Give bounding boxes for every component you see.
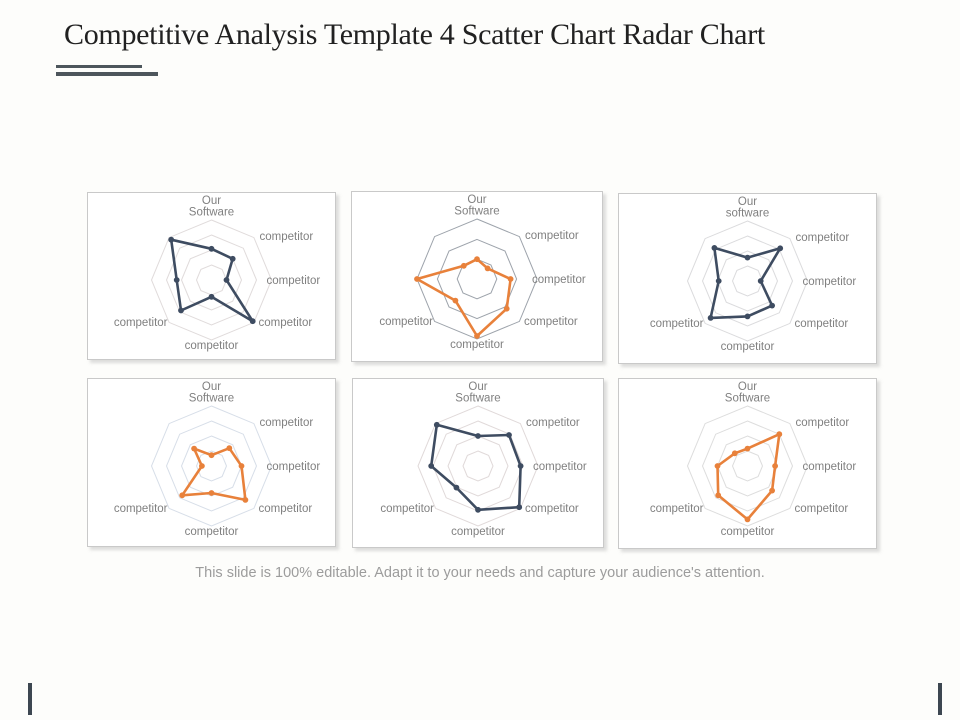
radar-data-point — [745, 255, 751, 261]
radar-axis-label: competitor — [525, 230, 579, 242]
radar-axis-label: competitor — [802, 461, 857, 473]
radar-axis-label: competitor — [525, 503, 579, 515]
radar-axis-label: competitor — [795, 232, 850, 244]
radar-data-point — [250, 318, 256, 324]
radar-data-point — [168, 237, 174, 243]
radar-chart-4-svg — [88, 379, 335, 546]
radar-grid-ring — [182, 436, 242, 496]
radar-chart-5-svg — [353, 379, 603, 547]
radar-axis-label: Our software — [725, 196, 770, 220]
radar-data-point — [745, 517, 751, 523]
radar-data-point — [777, 245, 783, 251]
radar-data-point — [708, 315, 714, 321]
radar-axis-label: competitor — [649, 318, 704, 330]
radar-grid-ring — [197, 265, 227, 295]
radar-axis-label: competitor — [113, 317, 168, 329]
underline-bar-bottom — [56, 72, 158, 76]
radar-data-point — [745, 314, 751, 320]
radar-data-point — [776, 431, 782, 437]
radar-axis-label: competitor — [649, 503, 704, 515]
radar-data-point — [178, 308, 184, 314]
radar-axis-label: Our Software — [454, 194, 500, 218]
radar-axis-label: competitor — [720, 341, 775, 353]
footer-accent-bar-right — [938, 683, 942, 715]
radar-data-point — [772, 463, 778, 469]
radar-axis-label: competitor — [794, 318, 849, 330]
radar-data-point — [716, 278, 722, 284]
radar-axis-label: competitor — [533, 461, 587, 473]
radar-axis-label: Our Software — [724, 381, 771, 405]
radar-data-point — [506, 432, 512, 438]
radar-chart-2 — [351, 191, 603, 362]
radar-axis-label: competitor — [380, 503, 434, 515]
underline-bar-top — [56, 65, 142, 68]
radar-chart-2-svg — [352, 192, 602, 361]
radar-chart-3 — [618, 193, 877, 364]
radar-data-point — [428, 463, 434, 469]
radar-axis-label: Our Software — [455, 381, 501, 405]
radar-data-point — [179, 492, 185, 498]
radar-grid-ring — [688, 406, 808, 526]
radar-data-point — [715, 463, 721, 469]
title-underline-decoration — [56, 65, 158, 76]
radar-grid-ring — [463, 451, 493, 481]
radar-data-point — [209, 294, 215, 300]
radar-axis-label: competitor — [451, 526, 505, 538]
radar-data-point — [732, 450, 738, 456]
radar-axis-label: competitor — [379, 316, 433, 328]
footer-accent-bar-left — [28, 683, 32, 715]
radar-grid-ring — [152, 406, 272, 526]
radar-data-point — [209, 490, 215, 496]
radar-data-point — [454, 485, 460, 491]
radar-axis-label: competitor — [259, 231, 314, 243]
radar-chart-5 — [352, 378, 604, 548]
radar-data-point — [485, 266, 491, 272]
radar-data-point — [230, 256, 236, 262]
radar-data-point — [191, 446, 197, 452]
radar-axis-label: competitor — [532, 274, 586, 286]
radar-axis-label: Our Software — [188, 381, 235, 405]
radar-axis-label: competitor — [184, 526, 239, 538]
radar-data-point — [475, 507, 481, 513]
radar-chart-3-svg — [619, 194, 876, 363]
radar-data-point — [745, 446, 751, 452]
radar-data-point — [209, 452, 215, 458]
radar-grid-ring — [733, 451, 763, 481]
radar-data-point — [758, 278, 764, 284]
radar-data-point — [434, 422, 440, 428]
radar-data-point — [239, 463, 245, 469]
radar-chart-6-svg — [619, 379, 876, 548]
radar-data-point — [226, 445, 232, 451]
radar-data-point — [174, 277, 180, 283]
radar-chart-6 — [618, 378, 877, 549]
radar-axis-label: competitor — [524, 316, 578, 328]
editable-note-text: This slide is 100% editable. Adapt it to your needs and capture your audience's attention. — [195, 565, 765, 581]
radar-data-point — [453, 298, 459, 304]
slide-title: Competitive Analysis Template 4 Scatter Chart Radar Chart — [64, 18, 765, 51]
radar-data-point — [712, 245, 718, 251]
radar-data-point — [715, 492, 721, 498]
radar-axis-label: competitor — [258, 317, 313, 329]
radar-grid-ring — [718, 436, 778, 496]
radar-data-point — [508, 276, 514, 282]
radar-data-point — [209, 246, 215, 252]
radar-data-point — [504, 306, 510, 312]
radar-axis-label: competitor — [266, 275, 321, 287]
radar-axis-label: competitor — [450, 339, 504, 351]
radar-data-point — [199, 463, 205, 469]
radar-axis-label: competitor — [258, 503, 313, 515]
radar-axis-label: competitor — [184, 340, 239, 352]
radar-grid-ring — [688, 221, 808, 341]
radar-chart-1-svg — [88, 193, 335, 359]
radar-data-point — [769, 488, 775, 494]
radar-data-point — [461, 263, 467, 269]
radar-data-point — [414, 276, 420, 282]
radar-axis-label: competitor — [795, 417, 850, 429]
radar-chart-1 — [87, 192, 336, 360]
radar-axis-label: competitor — [259, 417, 314, 429]
radar-data-point — [769, 303, 775, 309]
radar-data-point — [224, 277, 230, 283]
radar-axis-label: competitor — [794, 503, 849, 515]
radar-data-point — [518, 463, 524, 469]
radar-axis-label: competitor — [266, 461, 321, 473]
radar-axis-label: competitor — [526, 417, 580, 429]
radar-chart-4 — [87, 378, 336, 547]
radar-data-point — [516, 504, 522, 510]
radar-data-point — [243, 497, 249, 503]
radar-axis-label: competitor — [113, 503, 168, 515]
radar-axis-label: competitor — [802, 276, 857, 288]
radar-grid-ring — [417, 219, 537, 339]
radar-axis-label: Our Software — [188, 195, 235, 219]
radar-axis-label: competitor — [720, 526, 775, 538]
radar-data-point — [474, 256, 480, 262]
radar-data-point — [475, 433, 481, 439]
